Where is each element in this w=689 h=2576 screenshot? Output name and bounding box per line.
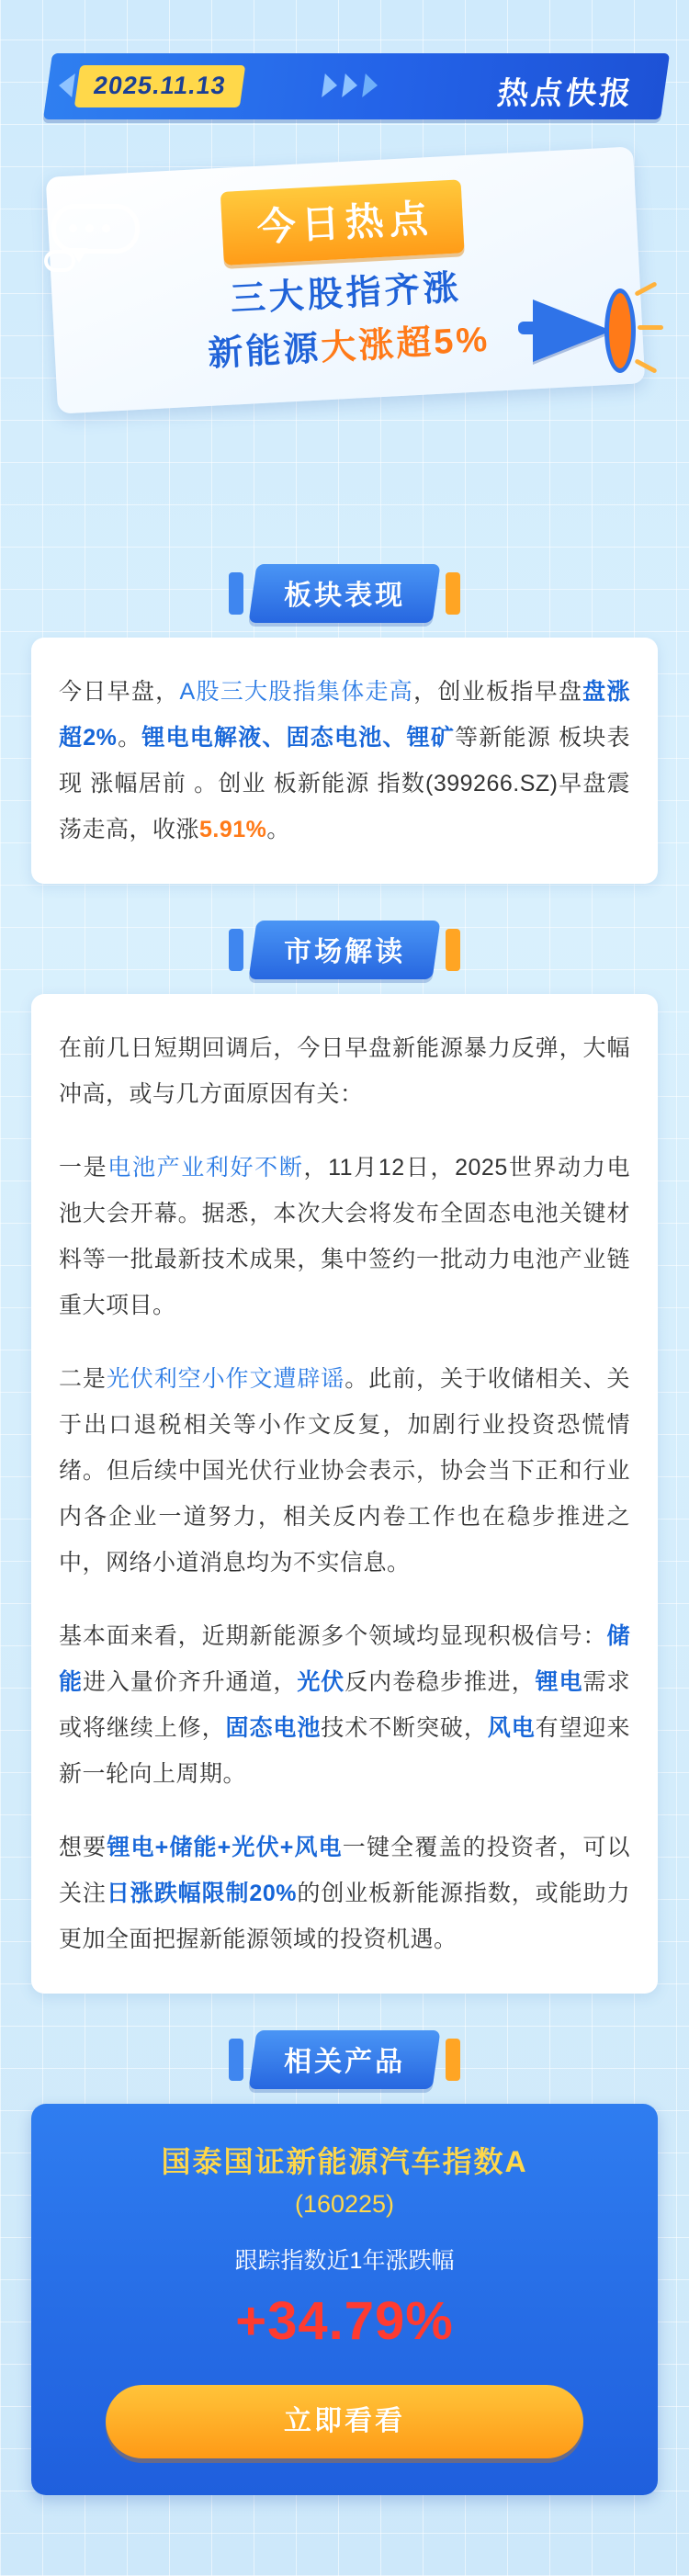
text-run: 的创业板新能源指数，或能助力更加全面把握新能源领域的投资机遇。: [59, 1881, 630, 1952]
text-run: 基本面来看，近期新能源多个领域均显现积极信号：: [59, 1623, 607, 1649]
text-run-blue-bold: 固态电池: [225, 1715, 322, 1741]
text-run: 技术不断突破，: [321, 1715, 488, 1741]
megaphone-icon: [513, 274, 660, 384]
text-run: ，创业板指早盘: [413, 679, 583, 705]
speech-bubble-small-icon: [44, 250, 75, 272]
text-run-blue-bold: 锂电: [535, 1669, 583, 1695]
text-run-blue-bold: 盘涨超2%: [59, 679, 630, 751]
text-run: 反内卷稳步推进，: [344, 1669, 536, 1695]
hero-headline-2-part1: 新能源: [207, 329, 322, 374]
section-title-product: [249, 2030, 441, 2089]
analysis-card: [31, 994, 658, 1994]
heading-bar-right: [446, 2039, 460, 2081]
text-run-orange: 5.91%: [199, 817, 267, 842]
text-run-blue-bold: 日涨跌幅限制20%: [106, 1881, 297, 1906]
chevron-right-icons: [322, 73, 379, 97]
text-run: 。: [117, 725, 142, 751]
hero-headline-2-part2: 大涨超5%: [320, 320, 491, 368]
chevron-right-icon: [322, 73, 339, 97]
hero-banner: [33, 145, 652, 448]
speech-bubble-large-icon: [51, 204, 140, 254]
hero-badge: 今日热点: [220, 179, 465, 266]
section-heading-product: [0, 2034, 689, 2085]
product-card[interactable]: [31, 2104, 658, 2495]
section-heading-analysis: [0, 924, 689, 976]
text-run: 一是: [59, 1155, 108, 1181]
heading-bar-left: [229, 929, 243, 971]
text-run: 想要: [59, 1835, 107, 1860]
text-run: 有望迎来新一轮向上周期。: [59, 1715, 630, 1787]
chevron-right-icon: [342, 73, 359, 97]
text-run: 二是: [59, 1366, 107, 1392]
section-title-sector: [249, 564, 441, 623]
analysis-point-1: [59, 1145, 630, 1328]
header: [0, 53, 689, 568]
heading-bar-right: [446, 572, 460, 615]
brand-title: 热点快报: [494, 76, 637, 111]
megaphone-sound-line-icon: [634, 281, 657, 297]
header-ribbon-bar: [48, 53, 665, 125]
text-run-blue-bold: 光伏: [297, 1669, 345, 1695]
product-return-value: +34.79%: [235, 2291, 454, 2351]
text-run: 一键全覆盖的投资者，可以关注: [59, 1835, 630, 1906]
heading-bar-right: [446, 929, 460, 971]
heading-bar-left: [229, 2039, 243, 2081]
megaphone-sound-line-icon: [638, 325, 663, 330]
section-title-analysis: [249, 921, 441, 979]
text-run-blue-bold: 储能: [59, 1623, 630, 1695]
product-code: (160225): [294, 2190, 395, 2218]
analysis-point-2: [59, 1356, 630, 1586]
megaphone-mouth-icon: [604, 288, 636, 373]
report-date: 2025.11.13: [74, 65, 245, 107]
hero-headline-1: 三大股指齐涨: [229, 268, 463, 320]
megaphone-sound-line-icon: [634, 358, 657, 374]
analysis-point-3: [59, 1613, 630, 1797]
section-heading-sector: [0, 568, 689, 619]
analysis-point-4: [59, 1825, 630, 1962]
view-now-button[interactable]: 立即看看: [106, 2385, 583, 2458]
sector-paragraph: [59, 669, 630, 853]
text-run: 等新能源 板块表现 涨幅居前 。创业 板新能源 指数(399266.SZ)早盘震荡走高，收涨: [59, 725, 630, 842]
section-title-analysis-text: 市场解读: [284, 937, 406, 967]
analysis-intro: 在前几日短期回调后，今日早盘新能源暴力反弹，大幅冲高，或与几方面原因有关：: [59, 1035, 630, 1107]
megaphone-body-icon: [533, 299, 612, 362]
text-run: 。: [266, 817, 290, 842]
text-run: ，11月12日，2025世界动力电池大会开幕。据悉，本次大会将发布全固态电池关键材料等一批最新技术成果，集中签约一批动力电池产业链重大项目。: [59, 1155, 630, 1318]
text-run: 进入量价齐升通道，: [82, 1669, 298, 1695]
text-run-blue-bold: 锂电+储能+光伏+风电: [107, 1835, 343, 1860]
text-run: 今日早盘，: [59, 679, 180, 705]
speech-bubble-icon: [42, 198, 152, 287]
sector-card: [31, 638, 658, 884]
text-run-blue-bold: 风电: [487, 1715, 536, 1741]
section-title-product-text: 相关产品: [284, 2047, 406, 2077]
bottom-spacer: [0, 2495, 689, 2532]
text-run-blue: 电池产业利好不断: [107, 1155, 304, 1181]
product-name: 国泰国证新能源汽车指数A: [161, 2145, 528, 2178]
text-run-blue-bold: 锂电电解液、固态电池、锂矿: [141, 725, 456, 751]
text-run: 。此前，关于收储相关、关于出口退税相关等小作文反复，加剧行业投资恐慌情绪。但后续中国光伏行业协会表示，协会当下正和行业内各企业一道努力，相关反内卷工作也在稳步推进之中，网络小道消息均为不实信息。: [59, 1366, 630, 1576]
product-description: 跟踪指数近1年涨跌幅: [234, 2248, 455, 2274]
text-run-blue: A股三大股指集体走高: [179, 679, 414, 705]
section-title-sector-text: 板块表现: [284, 581, 406, 611]
text-run: 需求或将继续上修，: [59, 1669, 630, 1741]
text-run-blue: 光伏利空小作文遭辟谣: [106, 1366, 345, 1392]
ellipsis-dots-icon: [69, 224, 110, 232]
heading-bar-left: [229, 572, 243, 615]
